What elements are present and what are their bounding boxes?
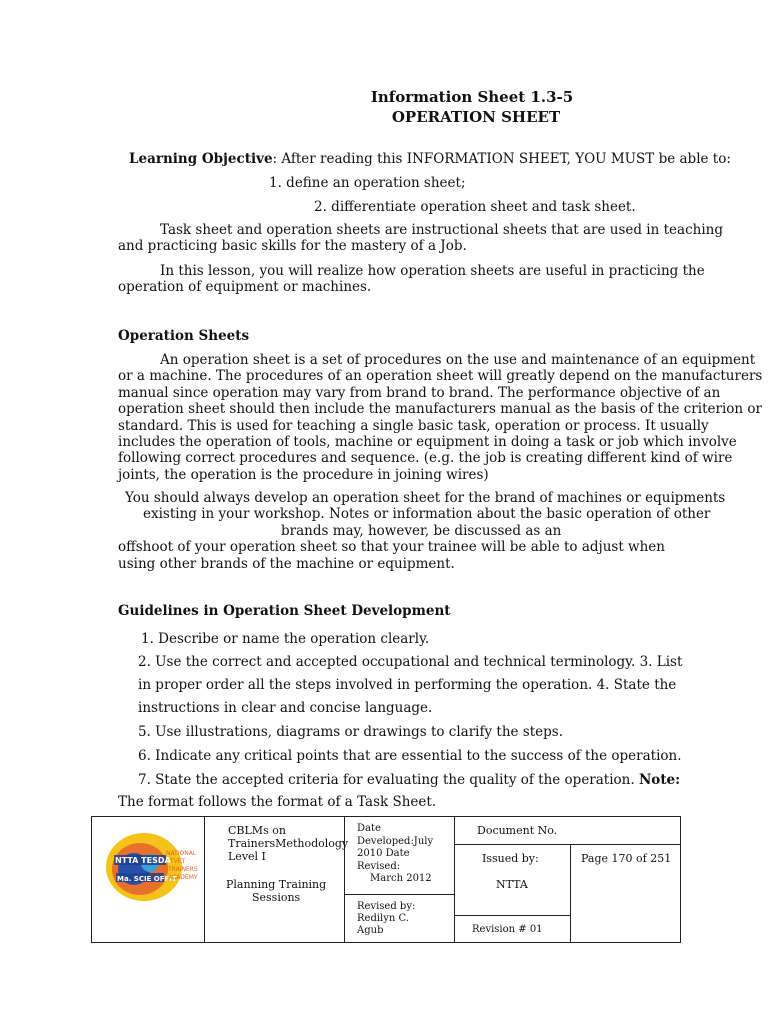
logo-side-text: NATIONAL xyxy=(166,850,197,857)
text-line: and practicing basic skills for the mastery of a Job. xyxy=(118,238,467,255)
logo-graphic xyxy=(100,825,200,905)
guideline-item: in proper order all the steps involved in performing the operation. 4. State the xyxy=(138,677,677,693)
objective-item-1: 1. define an operation sheet; xyxy=(269,175,466,191)
guidelines-list xyxy=(138,627,758,792)
guideline-item: 5. Use illustrations, diagrams or drawings to clarify the steps. xyxy=(138,724,564,740)
module-title xyxy=(226,878,326,904)
objective-item-2: 2. differentiate operation sheet and task sheet. xyxy=(314,199,636,215)
revised-line: Agub xyxy=(357,925,384,936)
text-line: following correct procedures and sequence. (e.g. the job is creating different kind of wire xyxy=(118,450,733,467)
document-number-label: Document No. xyxy=(477,824,558,837)
note-label: Note: xyxy=(638,772,681,788)
date-line: Revised: xyxy=(357,860,401,872)
logo-side-text: ACADEMY xyxy=(168,874,198,881)
column-divider xyxy=(204,817,205,942)
footer-table xyxy=(91,816,681,943)
text-line: offshoot of your operation sheet so that your trainee will be able to adjust when xyxy=(118,539,665,556)
logo-bottom-text: Ma. SCIE OFFIT xyxy=(117,875,177,883)
date-line: 2010 Date xyxy=(357,848,410,859)
section-heading-operation-sheets: Operation Sheets xyxy=(118,328,250,344)
guideline-item xyxy=(138,768,758,792)
text-line: manual since operation may vary from brand to brand. The performance objective of an xyxy=(118,384,721,401)
revision-number: Revision # 01 xyxy=(472,924,543,935)
revised-by xyxy=(357,901,415,937)
cblm-title xyxy=(228,824,348,863)
learning-objective xyxy=(129,151,731,168)
guideline-item: 2. Use the correct and accepted occupational and technical terminology. 3. List xyxy=(138,654,683,670)
text-line: operation sheet should then include the manufacturers manual as the basis of the criterion or xyxy=(118,401,762,418)
cblm-line: CBLMs on xyxy=(228,824,286,837)
page-title: Information Sheet 1.3-5 xyxy=(370,88,574,106)
text-line: In this lesson, you will realize how operation sheets are useful in practicing the xyxy=(160,263,705,279)
text-line: includes the operation of tools, machine or equipment in doing a task or job which involve xyxy=(118,434,737,451)
row-divider xyxy=(454,915,570,916)
guideline-item: 6. Indicate any critical points that are essential to the success of the operation. xyxy=(138,748,682,764)
issuer-name: NTTA xyxy=(496,878,528,891)
row-divider xyxy=(344,894,454,895)
intro-paragraph-2 xyxy=(118,263,758,296)
guideline-item: 1. Describe or name the operation clearly. xyxy=(141,631,430,647)
operation-sheets-paragraph-2 xyxy=(118,490,758,572)
page-subtitle: OPERATION SHEET xyxy=(391,108,561,126)
guideline-text: 7. State the accepted criteria for evaluating the quality of the operation. xyxy=(138,772,639,788)
text-line: An operation sheet is a set of procedures on the use and maintenance of an equipment xyxy=(160,352,756,368)
column-divider xyxy=(570,844,571,942)
text-line: Task sheet and operation sheets are instructional sheets that are used in teaching xyxy=(160,222,723,238)
operation-sheets-paragraph-1 xyxy=(118,352,763,483)
section-heading-guidelines: Guidelines in Operation Sheet Development xyxy=(118,603,451,619)
cblm-line: TrainersMethodology xyxy=(228,837,349,850)
module-line: Planning Training xyxy=(226,878,327,891)
logo-side-text: TVET xyxy=(170,858,186,865)
logo-side-text: TRAINERS xyxy=(168,866,198,873)
text-line: joints, the operation is the procedure in joining wires) xyxy=(118,466,489,483)
cblm-line: Level I xyxy=(228,850,266,863)
text-line: You should always develop an operation sheet for the brand of machines or equipments xyxy=(125,490,726,506)
objective-text: : After reading this INFORMATION SHEET, YOU MUST be able to: xyxy=(272,151,731,167)
guideline-item: instructions in clear and concise language. xyxy=(138,700,433,716)
text-line: standard. This is used for teaching a single basic task, operation or process. It usually xyxy=(118,417,709,434)
intro-paragraph-1 xyxy=(118,222,758,255)
note-text: The format follows the format of a Task Sheet. xyxy=(118,794,437,810)
revised-line: Revised by: xyxy=(357,901,416,912)
date-line: March 2012 xyxy=(370,873,432,884)
date-line: Developed:July xyxy=(357,835,434,847)
date-line: Date xyxy=(357,823,381,834)
text-line: operation of equipment or machines. xyxy=(118,279,372,296)
row-divider xyxy=(454,844,680,845)
revised-line: Redilyn C. xyxy=(357,913,409,924)
objective-label: Learning Objective xyxy=(129,151,273,167)
issued-by-label: Issued by: xyxy=(482,852,539,865)
module-line: Sessions xyxy=(251,891,301,904)
text-line: existing in your workshop. Notes or information about the basic operation of other xyxy=(143,506,711,523)
text-line: using other brands of the machine or equipment. xyxy=(118,555,455,572)
text-line: brands may, however, be discussed as an xyxy=(281,522,562,539)
text-line: or a machine. The procedures of an operation sheet will greatly depend on the manufacturers xyxy=(118,368,763,385)
page-number: Page 170 of 251 xyxy=(581,852,672,865)
date-info xyxy=(357,823,433,886)
ntta-tesda-logo xyxy=(100,825,200,905)
logo-top-text: NTTA TESDA xyxy=(115,856,171,865)
column-divider xyxy=(454,817,455,942)
